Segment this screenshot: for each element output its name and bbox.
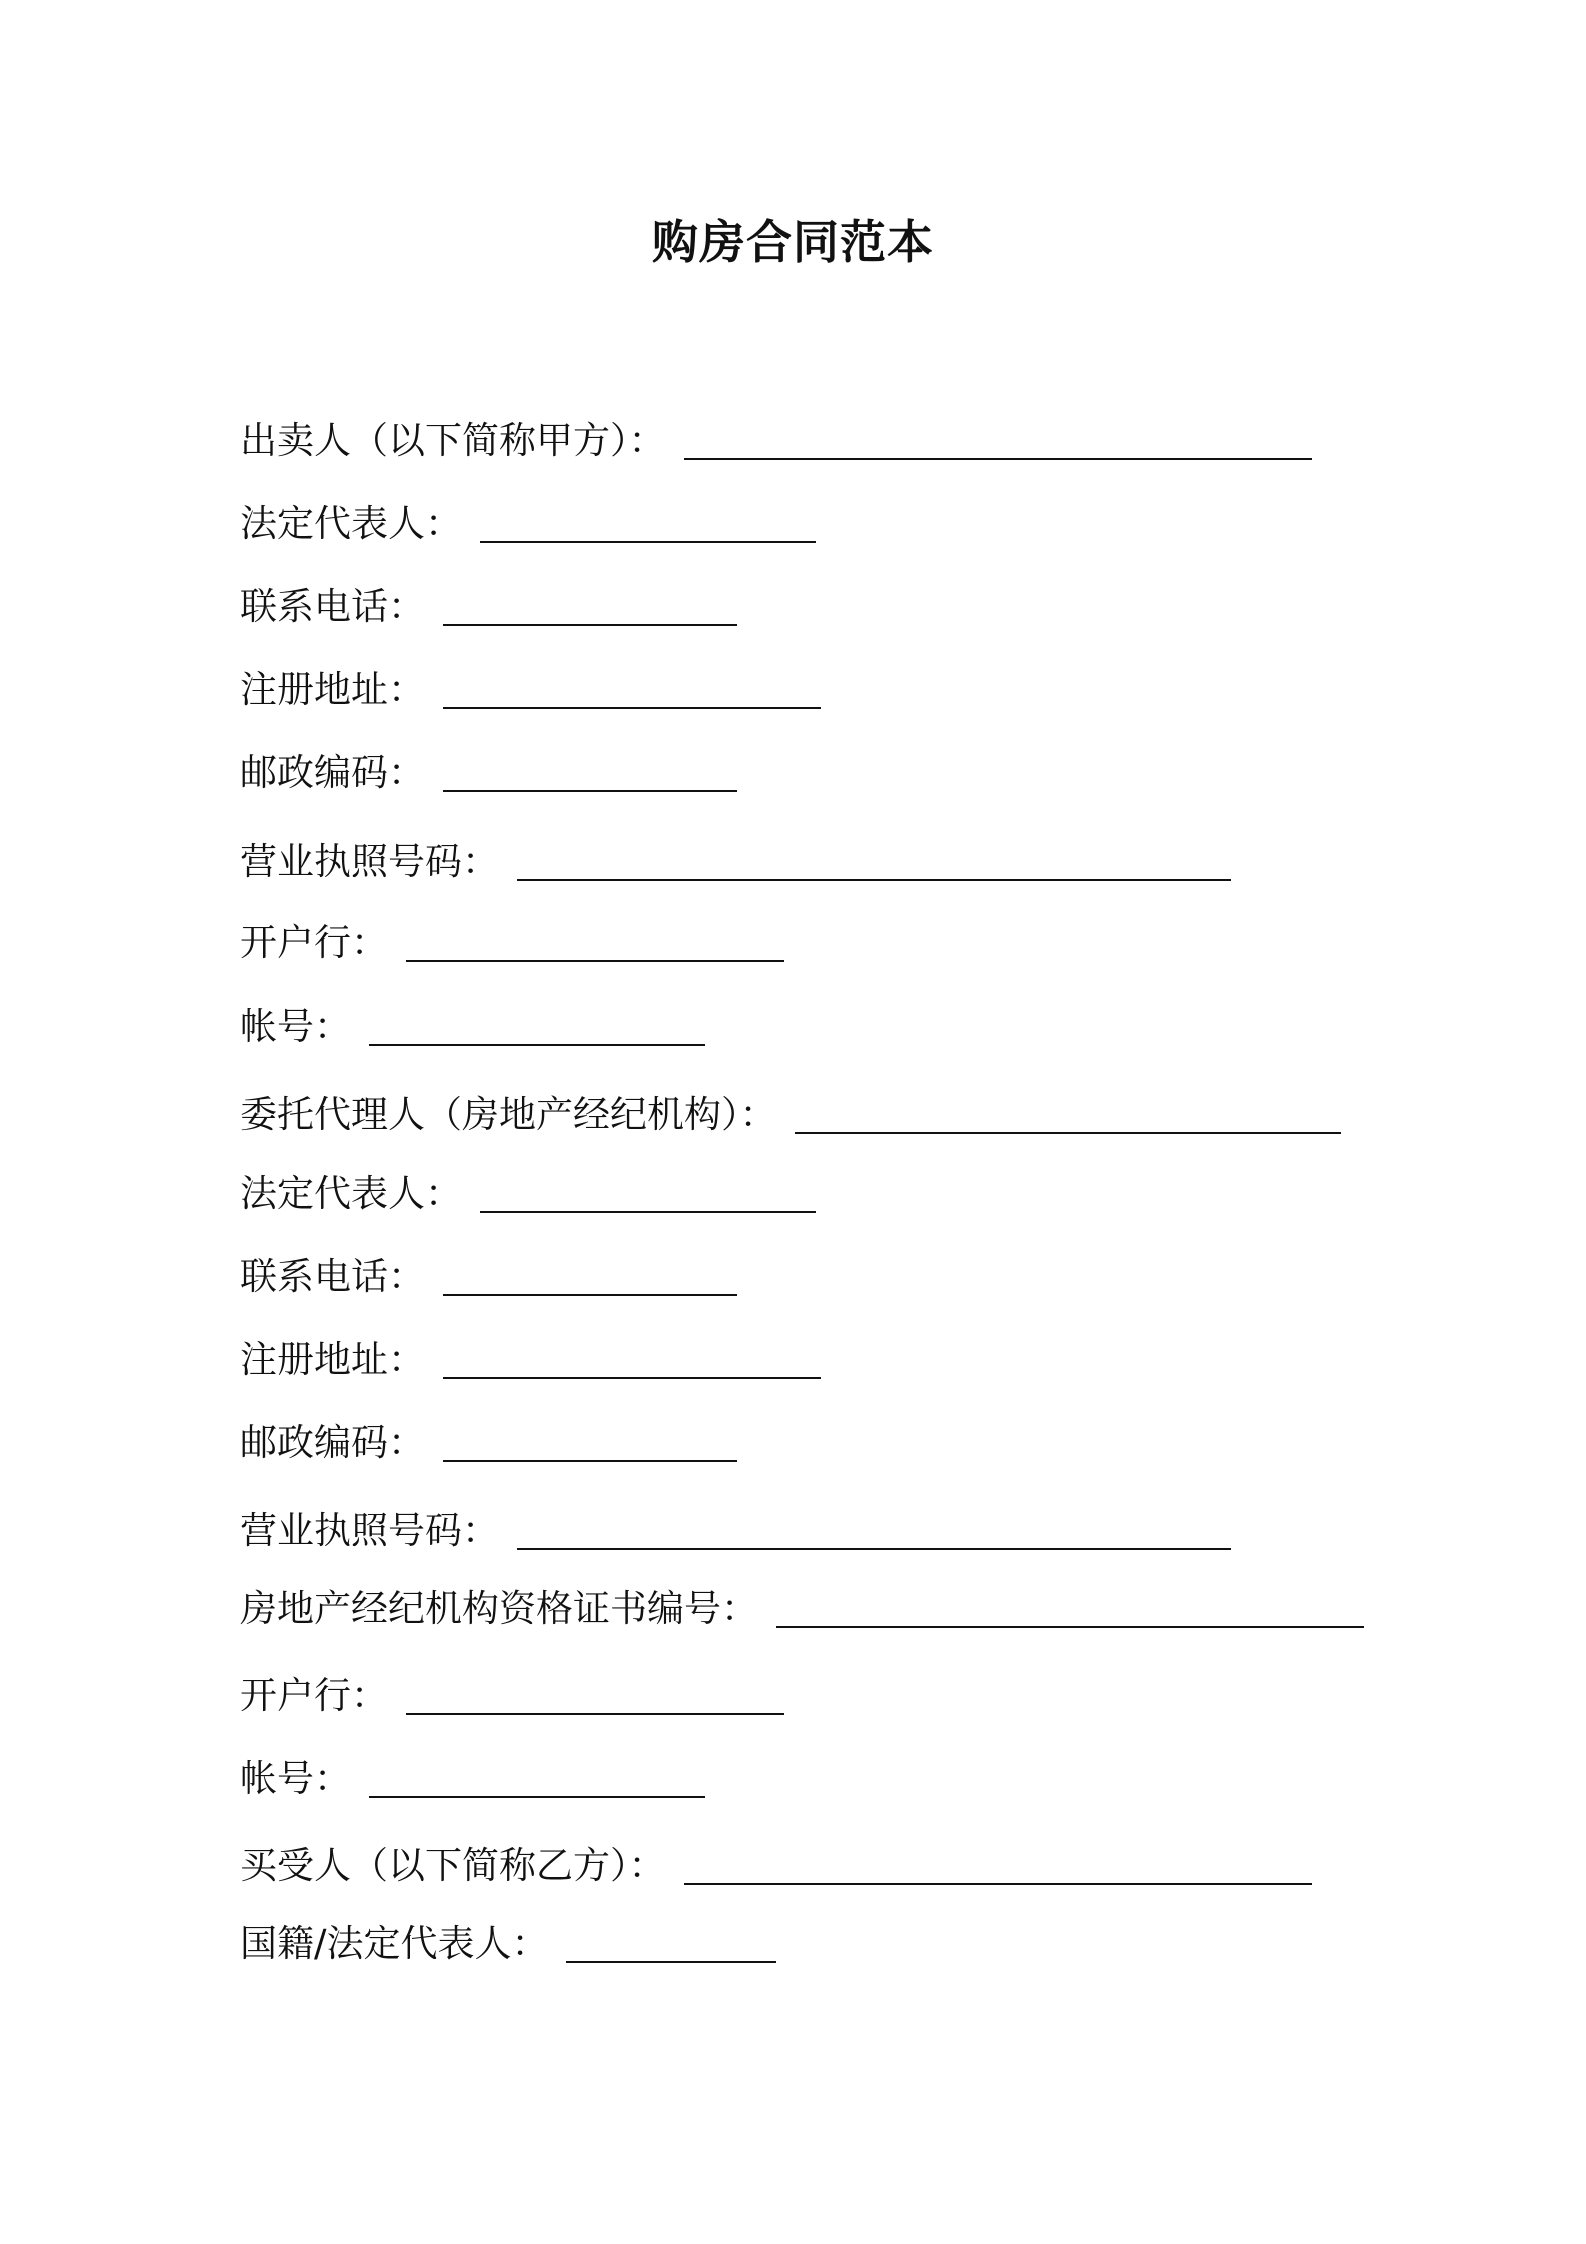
field-label: 买受人（以下简称乙方）：: [240, 1844, 666, 1887]
blank-line[interactable]: [566, 1961, 776, 1963]
field-label: 法定代表人：: [240, 502, 462, 545]
blank-line[interactable]: [406, 1713, 784, 1715]
blank-line[interactable]: [684, 458, 1312, 460]
blank-line[interactable]: [480, 541, 816, 543]
blank-line[interactable]: [443, 624, 737, 626]
field-label: 开户行：: [240, 1674, 388, 1717]
field-seller: [240, 410, 1312, 466]
field-label: 邮政编码：: [240, 751, 425, 794]
field-agent-bank: [240, 1665, 784, 1721]
field-seller-account: [240, 996, 705, 1052]
blank-line[interactable]: [517, 1548, 1231, 1550]
field-seller-postcode: [240, 742, 737, 798]
blank-line[interactable]: [369, 1796, 705, 1798]
blank-line[interactable]: [443, 1460, 737, 1462]
blank-line[interactable]: [480, 1211, 816, 1213]
document-title: 购房合同范本: [652, 215, 934, 269]
blank-line[interactable]: [443, 790, 737, 792]
field-label: 开户行：: [240, 921, 388, 964]
field-seller-legal-rep: [240, 493, 816, 549]
field-label: 房地产经纪机构资格证书编号：: [240, 1587, 758, 1630]
field-seller-bank: [240, 912, 784, 968]
field-seller-address: [240, 659, 821, 715]
field-label: 联系电话：: [240, 585, 425, 628]
field-label: 委托代理人（房地产经纪机构）：: [240, 1093, 777, 1136]
field-agent-phone: [240, 1246, 737, 1302]
blank-line[interactable]: [443, 707, 821, 709]
field-label: 法定代表人：: [240, 1172, 462, 1215]
field-agent-address: [240, 1329, 821, 1385]
blank-line[interactable]: [443, 1377, 821, 1379]
blank-line[interactable]: [443, 1294, 737, 1296]
field-label: 营业执照号码：: [240, 1509, 499, 1552]
field-label: 联系电话：: [240, 1255, 425, 1298]
blank-line[interactable]: [776, 1626, 1364, 1628]
blank-line[interactable]: [684, 1883, 1312, 1885]
blank-line[interactable]: [406, 960, 784, 962]
field-label: 注册地址：: [240, 1338, 425, 1381]
blank-line[interactable]: [795, 1132, 1341, 1134]
blank-line[interactable]: [369, 1044, 705, 1046]
field-label: 注册地址：: [240, 668, 425, 711]
field-label: 国籍/法定代表人：: [240, 1922, 549, 1965]
field-agent-postcode: [240, 1412, 737, 1468]
field-agent-legal-rep: [240, 1163, 816, 1219]
field-label: 出卖人（以下简称甲方）：: [240, 419, 666, 462]
field-agent-account: [240, 1748, 705, 1804]
field-label: 帐号：: [240, 1757, 351, 1800]
field-agent: [240, 1084, 1341, 1140]
field-seller-phone: [240, 576, 737, 632]
field-buyer-nationality: [240, 1913, 776, 1969]
field-label: 帐号：: [240, 1005, 351, 1048]
blank-line[interactable]: [517, 879, 1231, 881]
field-buyer: [240, 1835, 1312, 1891]
field-agent-license: [240, 1500, 1231, 1556]
field-agent-qualification: [240, 1578, 1364, 1634]
field-seller-license: [240, 831, 1231, 887]
field-label: 营业执照号码：: [240, 840, 499, 883]
field-label: 邮政编码：: [240, 1421, 425, 1464]
